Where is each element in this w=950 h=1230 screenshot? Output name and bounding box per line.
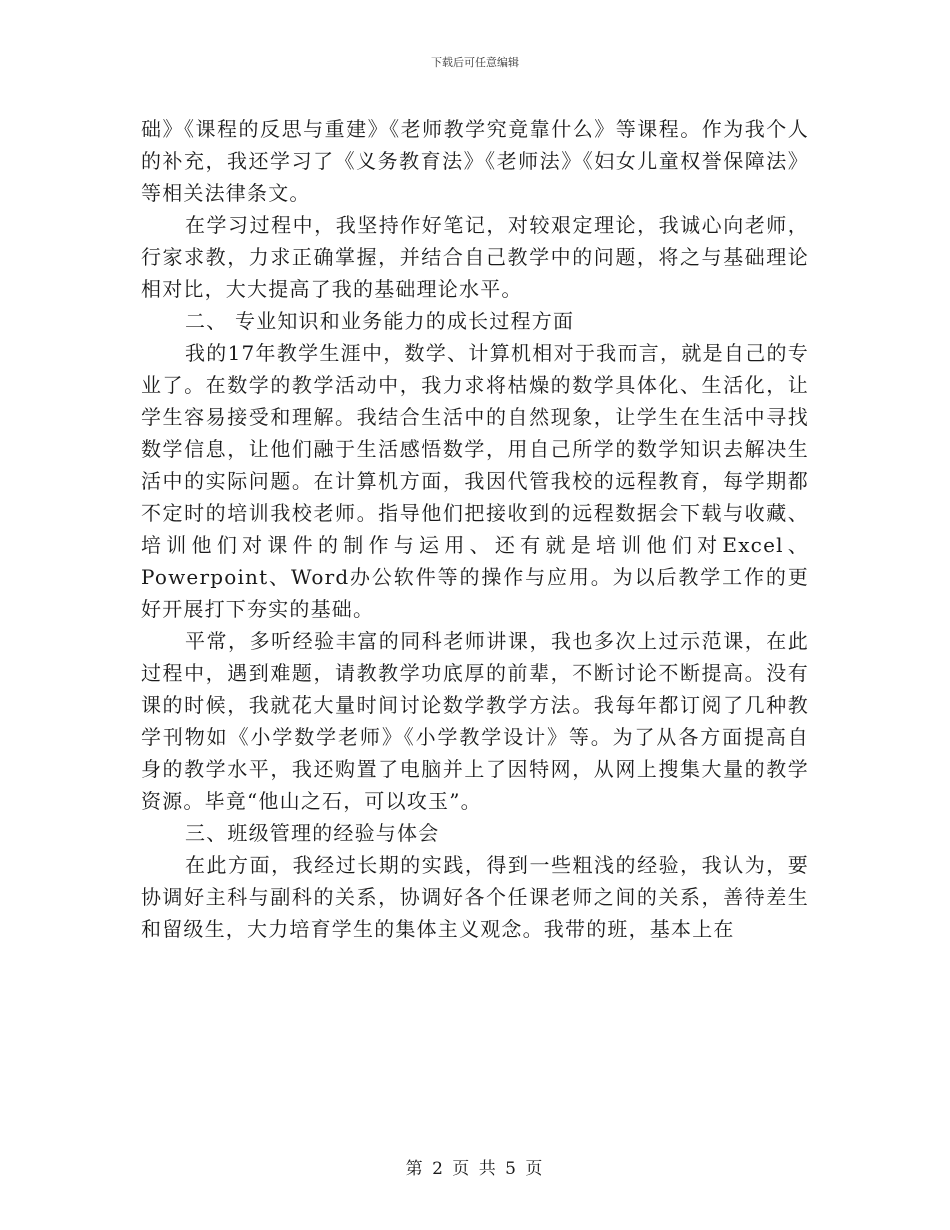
paragraph-2: 在学习过程中，我坚持作好笔记，对较艰定理论，我诚心向老师，行家求教，力求正确掌握，并结合自己教学中的问题，将之与基础理论相对比，大大提高了我的基础理论水平。 [141, 213, 809, 301]
section-heading-2: 二、 专业知识和业务能力的成长过程方面 [185, 309, 575, 333]
section-heading-3: 三、班级管理的经验与体会 [185, 821, 440, 845]
paragraph-3: 我的17年教学生涯中，数学、计算机相对于我而言，就是自己的专业了。在数学的教学活动中，我力求将枯燥的数学具体化、生活化，让学生容易接受和理解。我结合生活中的自然现象，让学生在生活中寻找数学信息，让他们融于生活感悟数学，用自己所学的数学知识去解决生活中的实际问题。在计算机方面，我因代管我校的远程教育，每学期都不定时的培训我校老师。指导他们把接收到的远程数据会下载与收藏、培训他们对课件的制作与运用、还有就是培训他们对Excel、Powerpoint、Word办公软件等的操作与应用。为以后教学工作的更好开展打下夯实的基础。 [141, 341, 809, 621]
document-body [141, 113, 809, 945]
page-footer: 第 2 页 共 5 页 [405, 1159, 545, 1179]
paragraph-1: 础》《课程的反思与重建》《老师教学究竟靠什么》等课程。作为我个人的补充，我还学习了《义务教育法》《老师法》《妇女儿童权誉保障法》等相关法律条文。 [141, 117, 809, 205]
page-header: 下载后可任意编辑 [431, 56, 519, 69]
paragraph-5: 在此方面，我经过长期的实践，得到一些粗浅的经验，我认为，要协调好主科与副科的关系，协调好各个任课老师之间的关系，善待差生和留级生，大力培育学生的集体主义观念。我带的班，基本上在 [141, 853, 809, 941]
paragraph-4: 平常，多听经验丰富的同科老师讲课，我也多次上过示范课，在此过程中，遇到难题，请教教学功底厚的前辈，不断讨论不断提高。没有课的时候，我就花大量时间讨论数学教学方法。我每年都订阅了几种教学刊物如《小学数学老师》《小学教学设计》等。为了从各方面提高自身的教学水平，我还购置了电脑并上了因特网，从网上搜集大量的教学资源。毕竟“他山之石，可以攻玉”。 [141, 629, 809, 813]
